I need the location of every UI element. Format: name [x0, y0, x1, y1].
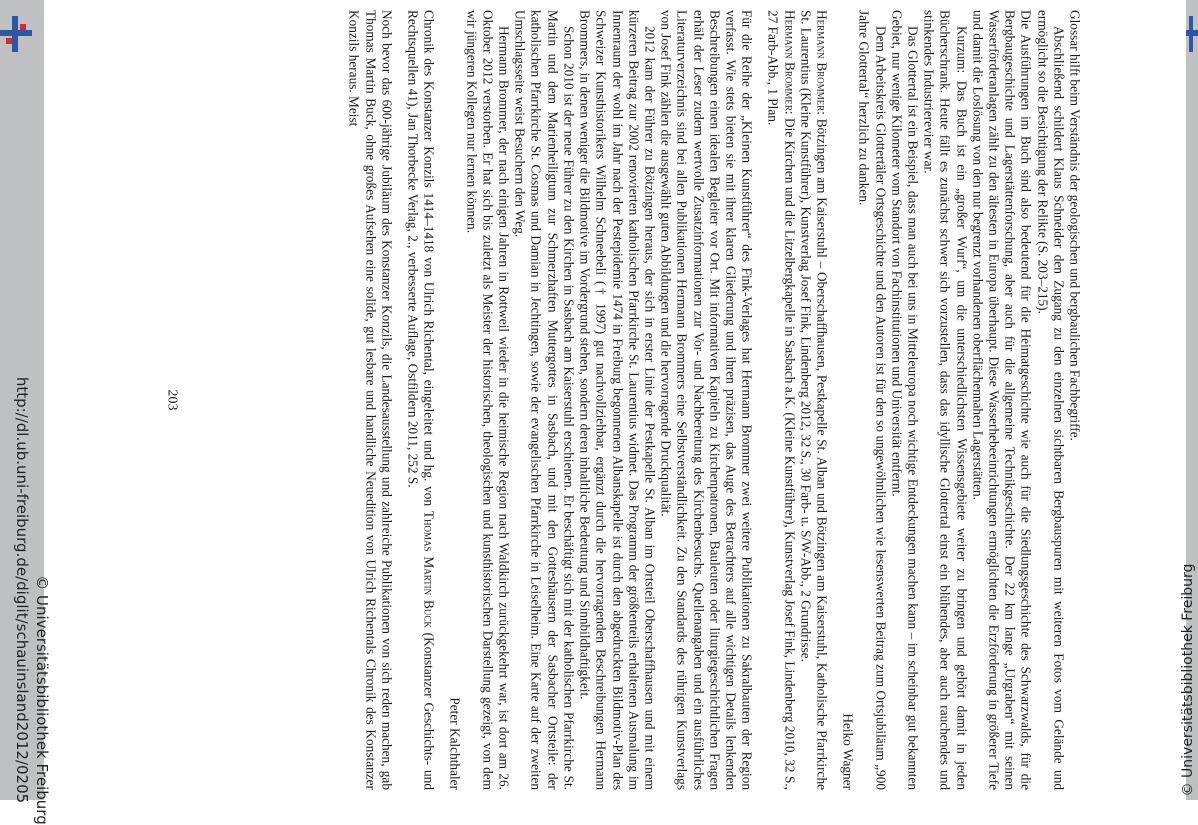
paragraph: Glossar hilft beim Verständnis der geologischen und bergbaulichen Fachbegriffe. [1067, 10, 1083, 441]
bibliography-entry [404, 10, 436, 790]
library-logo [0, 16, 40, 52]
paragraph: Abschließend schildert Klaus Schneider den Zugang zu den einzelnen sichtbaren Bergbauspuren mit weiteren Fotos vom Gelände und ermöglicht so die Besichtigung der Relikte (S. 203–215). [1035, 10, 1067, 790]
bibliography-text: : Die Kirchen und die Litzelbergkapelle in Sasbach a.K. (Kleine Kunstführer), Kunstverlag Josef Fink, Lindenberg 2010, 32 S., 27 Farb-Abb., 1 Plan. [765, 10, 798, 790]
bibliography-entry [797, 10, 829, 790]
left-margin-strip [0, 0, 51, 825]
bibliography-editor: Thomas Martin Buck [421, 510, 437, 628]
library-logo-right [1186, 16, 1198, 52]
bibliography-text: Chronik des Konstanzer Konzils 1414–1418 von Ulrich Richental, eingeleitet und hg. von [421, 10, 437, 511]
bibliography-author: Hermann Brommer [814, 10, 830, 112]
bibliography-text: (Konstanzer Geschichts- und Rechtsquellen 41), Jan Thorbecke Verlag, 2., verbesserte Auflage, Ostfildern 2011, 252 S. [405, 10, 437, 790]
paragraph: Das Glottertal ist ein Beispiel, dass man auch bei uns in Mitteleuropa noch wichtige Entdeckungen machen kann – im scheinbar gut bekannten Gebiet, nur wenige Kilometer vom Standort von Fachinstitutionen und Universität entfernt. [889, 10, 921, 790]
bibliography-author: Hermann Brommer [782, 10, 798, 111]
paragraph: Schon 2010 ist der neue Führer zu den Kirchen in Sasbach am Kaiserstuhl erschienen. Er beschäftigt sich mit der katholischen Pfarrkirche St. Martin und dem Marienheiligtum zur Schmerzhaften Muttergottes in Sasbach, und mit den Gotteshäusern der Sasbacher Ortsteile: der katholischen Pfarrkirche St. Cosmas und Damian in Jechtingen, sowie der evangelischen Pfarrkirche in Leiselheim. Eine Karte auf der zweiten Umschlagsseite weist Besuchern den Weg. [512, 10, 577, 790]
paragraph: Für die Reihe der „Kleinen Kunstführer“ des Fink-Verlages hat Hermann Brommer zwei weitere Publikationen zu Sakralbauten der Region verfasst. Wie stets bieten sie mit ihrer klaren Gliederung und ihren präzisen, das Auge des Betrachters auf alle wichtigen Details lenkenden Beschreibungen einen idealen Begleiter vor Ort. Mit informativen Kapiteln zu Kirchenpatronen, Bauleuten oder liturgiegeschichtlichen Fragen erhält der Leser zudem wertvolle Zusatzinformationen zur Vor- und Nachbereitung des Kirchenbesuchs. Quellenangaben und ein ausführliches Literaturverzeichnis sind bei allen Publikationen Hermann Brommers eine Selbstverständlichkeit. Zu den Standards des rührigen Kunstverlags von Josef Fink zählen die ausgewählt guten Abbildungen und die hervorragende Druckqualität. [658, 10, 755, 790]
bibliography-entry [765, 10, 797, 790]
paragraph: Hermann Brommer, der nach einigen Jahren in Rottweil wieder in die heimische Region nach Waldkirch zurückgekehrt war, ist dort am 26. Oktober 2012 verstorben. Er hat sich bis zuletzt als Meister der historischen, theologischen und kunsthistorischen Darstellung gezeigt, von dem wir jüngeren Kollegen nur lernen können. [464, 10, 512, 790]
page-number: 203 [164, 389, 180, 411]
watermark-copyright: © Universitätsbibliothek Freiburg [33, 575, 51, 825]
bibliography-text: : Bötzingen am Kaiserstuhl – Oberschaffhausen, Pestkapelle St. Alban und Bötzingen am Kaiserstuhl, Katholische Pfarrkirche St. Laurentius (Kleine Kunstführer), Kunstverlag Josef Fink, Lindenberg 2012, 32 S., 30 Farb- u. S/W-Abb., 2 Grundrisse. [798, 10, 830, 790]
paragraph: Die Ausführungen im Buch sind also bedeutend für die Heimatgeschichte wie auch für die Siedlungsgeschichte des Schwarzwalds, für die Bergbaugeschichte und Lagerstättenforschung, aber auch für die allgemeine Technikgeschichte. Der 22 km lange „Urgraben“ mit seinen Wasserförderanlagen zählt zu den ältesten in Europa überhaupt. Diese Wasserhebeeinrichtungen ermöglichten die Erzförderung in größerer Tiefe und damit die Loslösung von den nur begrenzt vorhandenen oberflächennahen Lagerstätten. [970, 10, 1034, 790]
paragraph: Kurzum: Das Buch ist ein „großer Wurf“, um die unterschiedlichsten Wissensgebiete weiter zu bringen und gehört damit in jeden Bücherschrank. Heute fällt es zunächst schwer sich vorzustellen, dass das idyllische Glottertal einst ein blühendes, aber auch rauchendes und stinkendes Industrierevier war. [921, 10, 970, 790]
review-signature: Heiko Wagner [840, 713, 856, 790]
scanned-page [158, 10, 1083, 790]
paragraph: Dem Arbeitskreis Glottertäler Ortsgeschichte und den Autoren ist für den so ungewöhnlichen wie lesenswerten Beitrag zum Ortsjubiläum „900 Jahre Glottertal“ herzlich zu danken. [856, 10, 889, 790]
review-signature: Peter Kalchthaler [447, 697, 463, 790]
watermark-right: © Universitätsbibliothek Freiburg [1180, 563, 1196, 797]
watermark-url: http://dl.ub.uni-freiburg.de/diglit/schauinsland2012/0205 [13, 376, 31, 804]
paragraph: 2012 kam der Führer zu Bötzingen heraus, der sich in erster Linie der Pestkapelle St. Alban im Ortsteil Oberschaffhausen und mit einem kürzeren Beitrag zur 2002 renovierten katholischen Pfarrkirche St. Laurentius widmet. Das Programm der größtenteils erhaltenen Ausmalung im Innenraum der wohl im Jahr nach der Pestepidemie 1474 in Freiburg begonnenen Albanskapelle ist durch den abgedruckten Bildmotiv-Plan des Schweizer Kunsthistorikers Wilhelm Schneebeli († 1997) gut nachvollziehbar, ergänzt durch die hervorragenden Beschreibungen Hermann Brommers, in denen weniger die Bildmotive im Vordergrund stehen, sondern deren inhaltliche Bedeutung und Sinnbildhaftigkeit. [577, 10, 658, 790]
paragraph: Noch bevor das 600-jährige Jubiläum des Konstanzer Konzils, die Landesausstellung und zahlreiche Publikationen von sich reden machen, gab Thomas Martin Buck, ohne großes Aufsehen eine solide, gut lesbare und handliche Neuedition von Ulrich Richentals Chronik des Konstanzer Konzils heraus. Meist [346, 10, 395, 790]
